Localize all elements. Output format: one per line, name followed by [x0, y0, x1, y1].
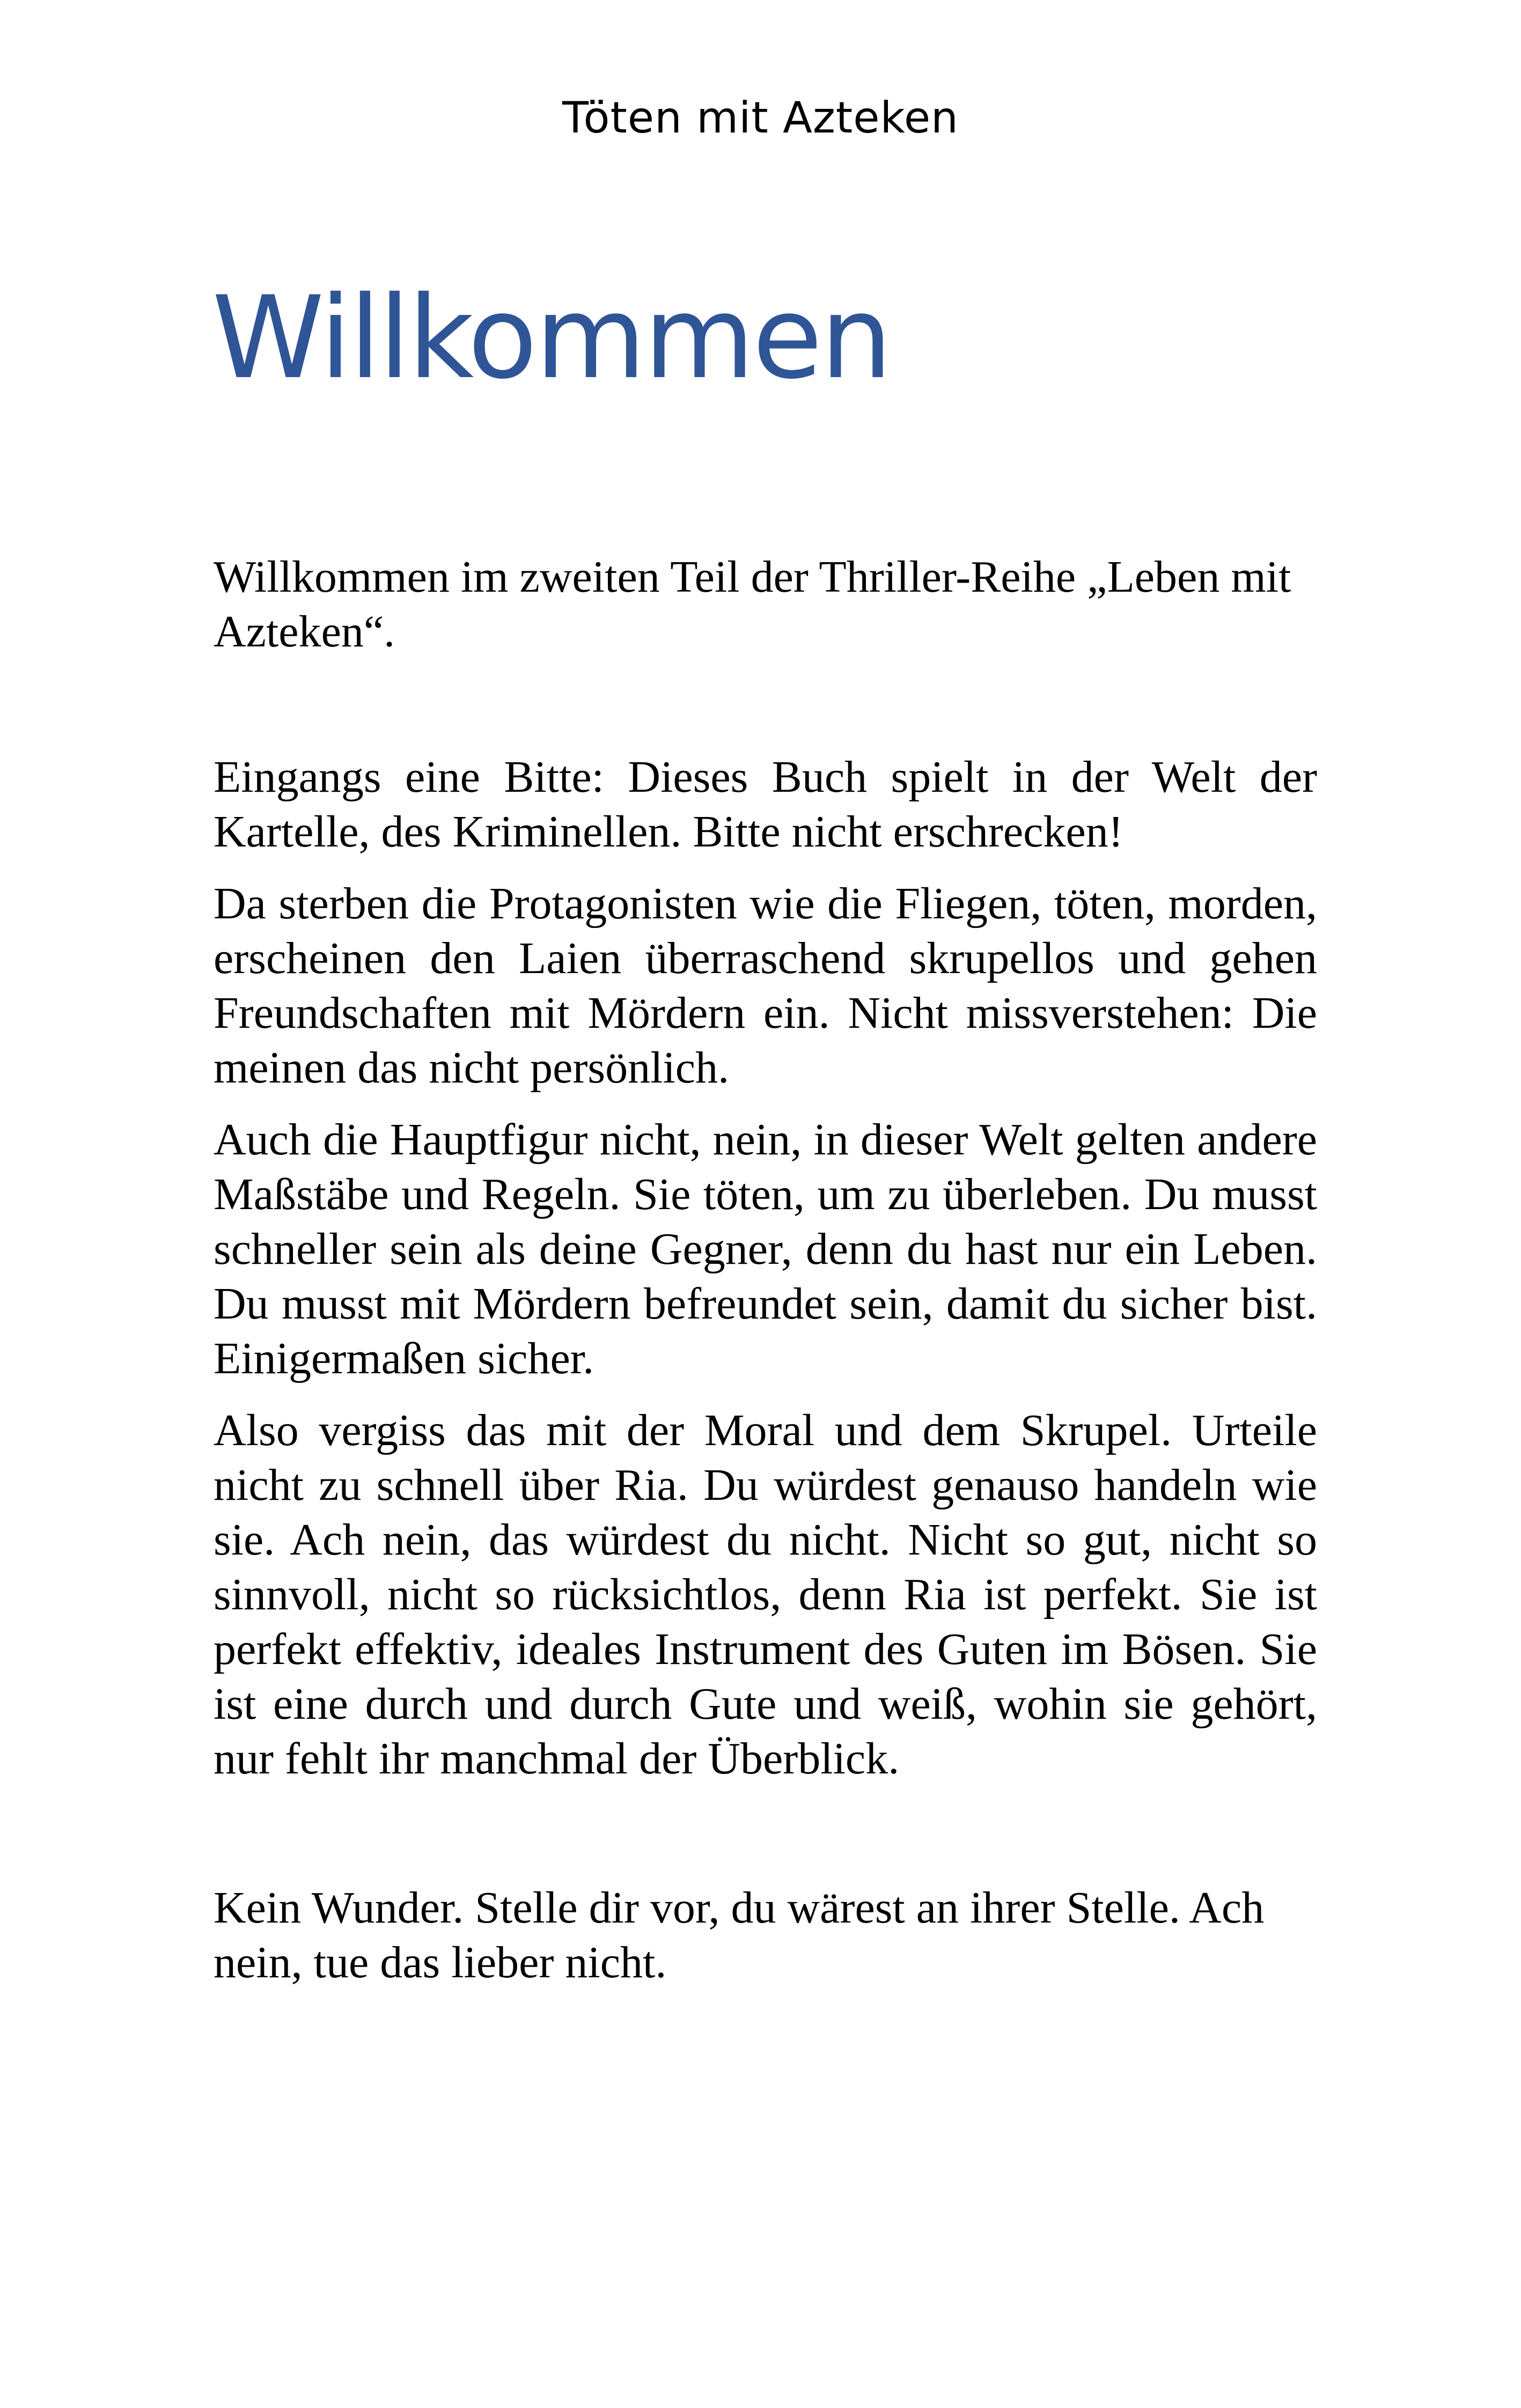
chapter-title: Willkommen	[212, 271, 891, 404]
main-text-block	[214, 750, 1317, 1803]
paragraph-closing: Kein Wunder. Stelle dir vor, du wärest an ihrer Stelle. Ach nein, tue das lieber nicht.	[214, 1883, 1265, 1987]
paragraph-ria: Also vergiss das mit der Moral und dem Skrupel. Urteile nicht zu schnell über Ria. Du würdest genauso handeln wie sie. Ach nein, das würdest du nicht. Nicht so gut, nicht so sinnvoll, nicht so rücksichtlos, denn Ria ist perfekt. Sie ist perfekt effektiv, ideales Instrument des Guten im Bösen. Sie ist eine durch und durch Gute und weiß, wohin sie gehört, nur fehlt ihr manchmal der Überblick.	[214, 1405, 1317, 1784]
paragraph-intro: Willkommen im zweiten Teil der Thriller-Reihe „Leben mit Azteken“.	[214, 552, 1291, 657]
closing-block	[214, 1881, 1317, 2007]
running-header: Töten mit Azteken	[562, 93, 959, 143]
paragraph-request: Eingangs eine Bitte: Dieses Buch spielt in der Welt der Kartelle, des Kriminellen. Bitte nicht erschrecken!	[214, 752, 1317, 857]
paragraph-main-character: Auch die Hauptfigur nicht, nein, in dieser Welt gelten andere Maßstäbe und Regeln. Sie töten, um zu überleben. Du musst schneller sein als deine Gegner, denn du hast nur ein Leben. Du musst mit Mördern befreundet sein, damit du sicher bist. Einigermaßen sicher.	[214, 1115, 1317, 1383]
intro-block	[214, 550, 1317, 676]
paragraph-protagonists: Da sterben die Protagonisten wie die Fliegen, töten, morden, erscheinen den Laien überraschend skrupellos und gehen Freundschaften mit Mördern ein. Nicht missverstehen: Die meinen das nicht persönlich.	[214, 879, 1317, 1093]
